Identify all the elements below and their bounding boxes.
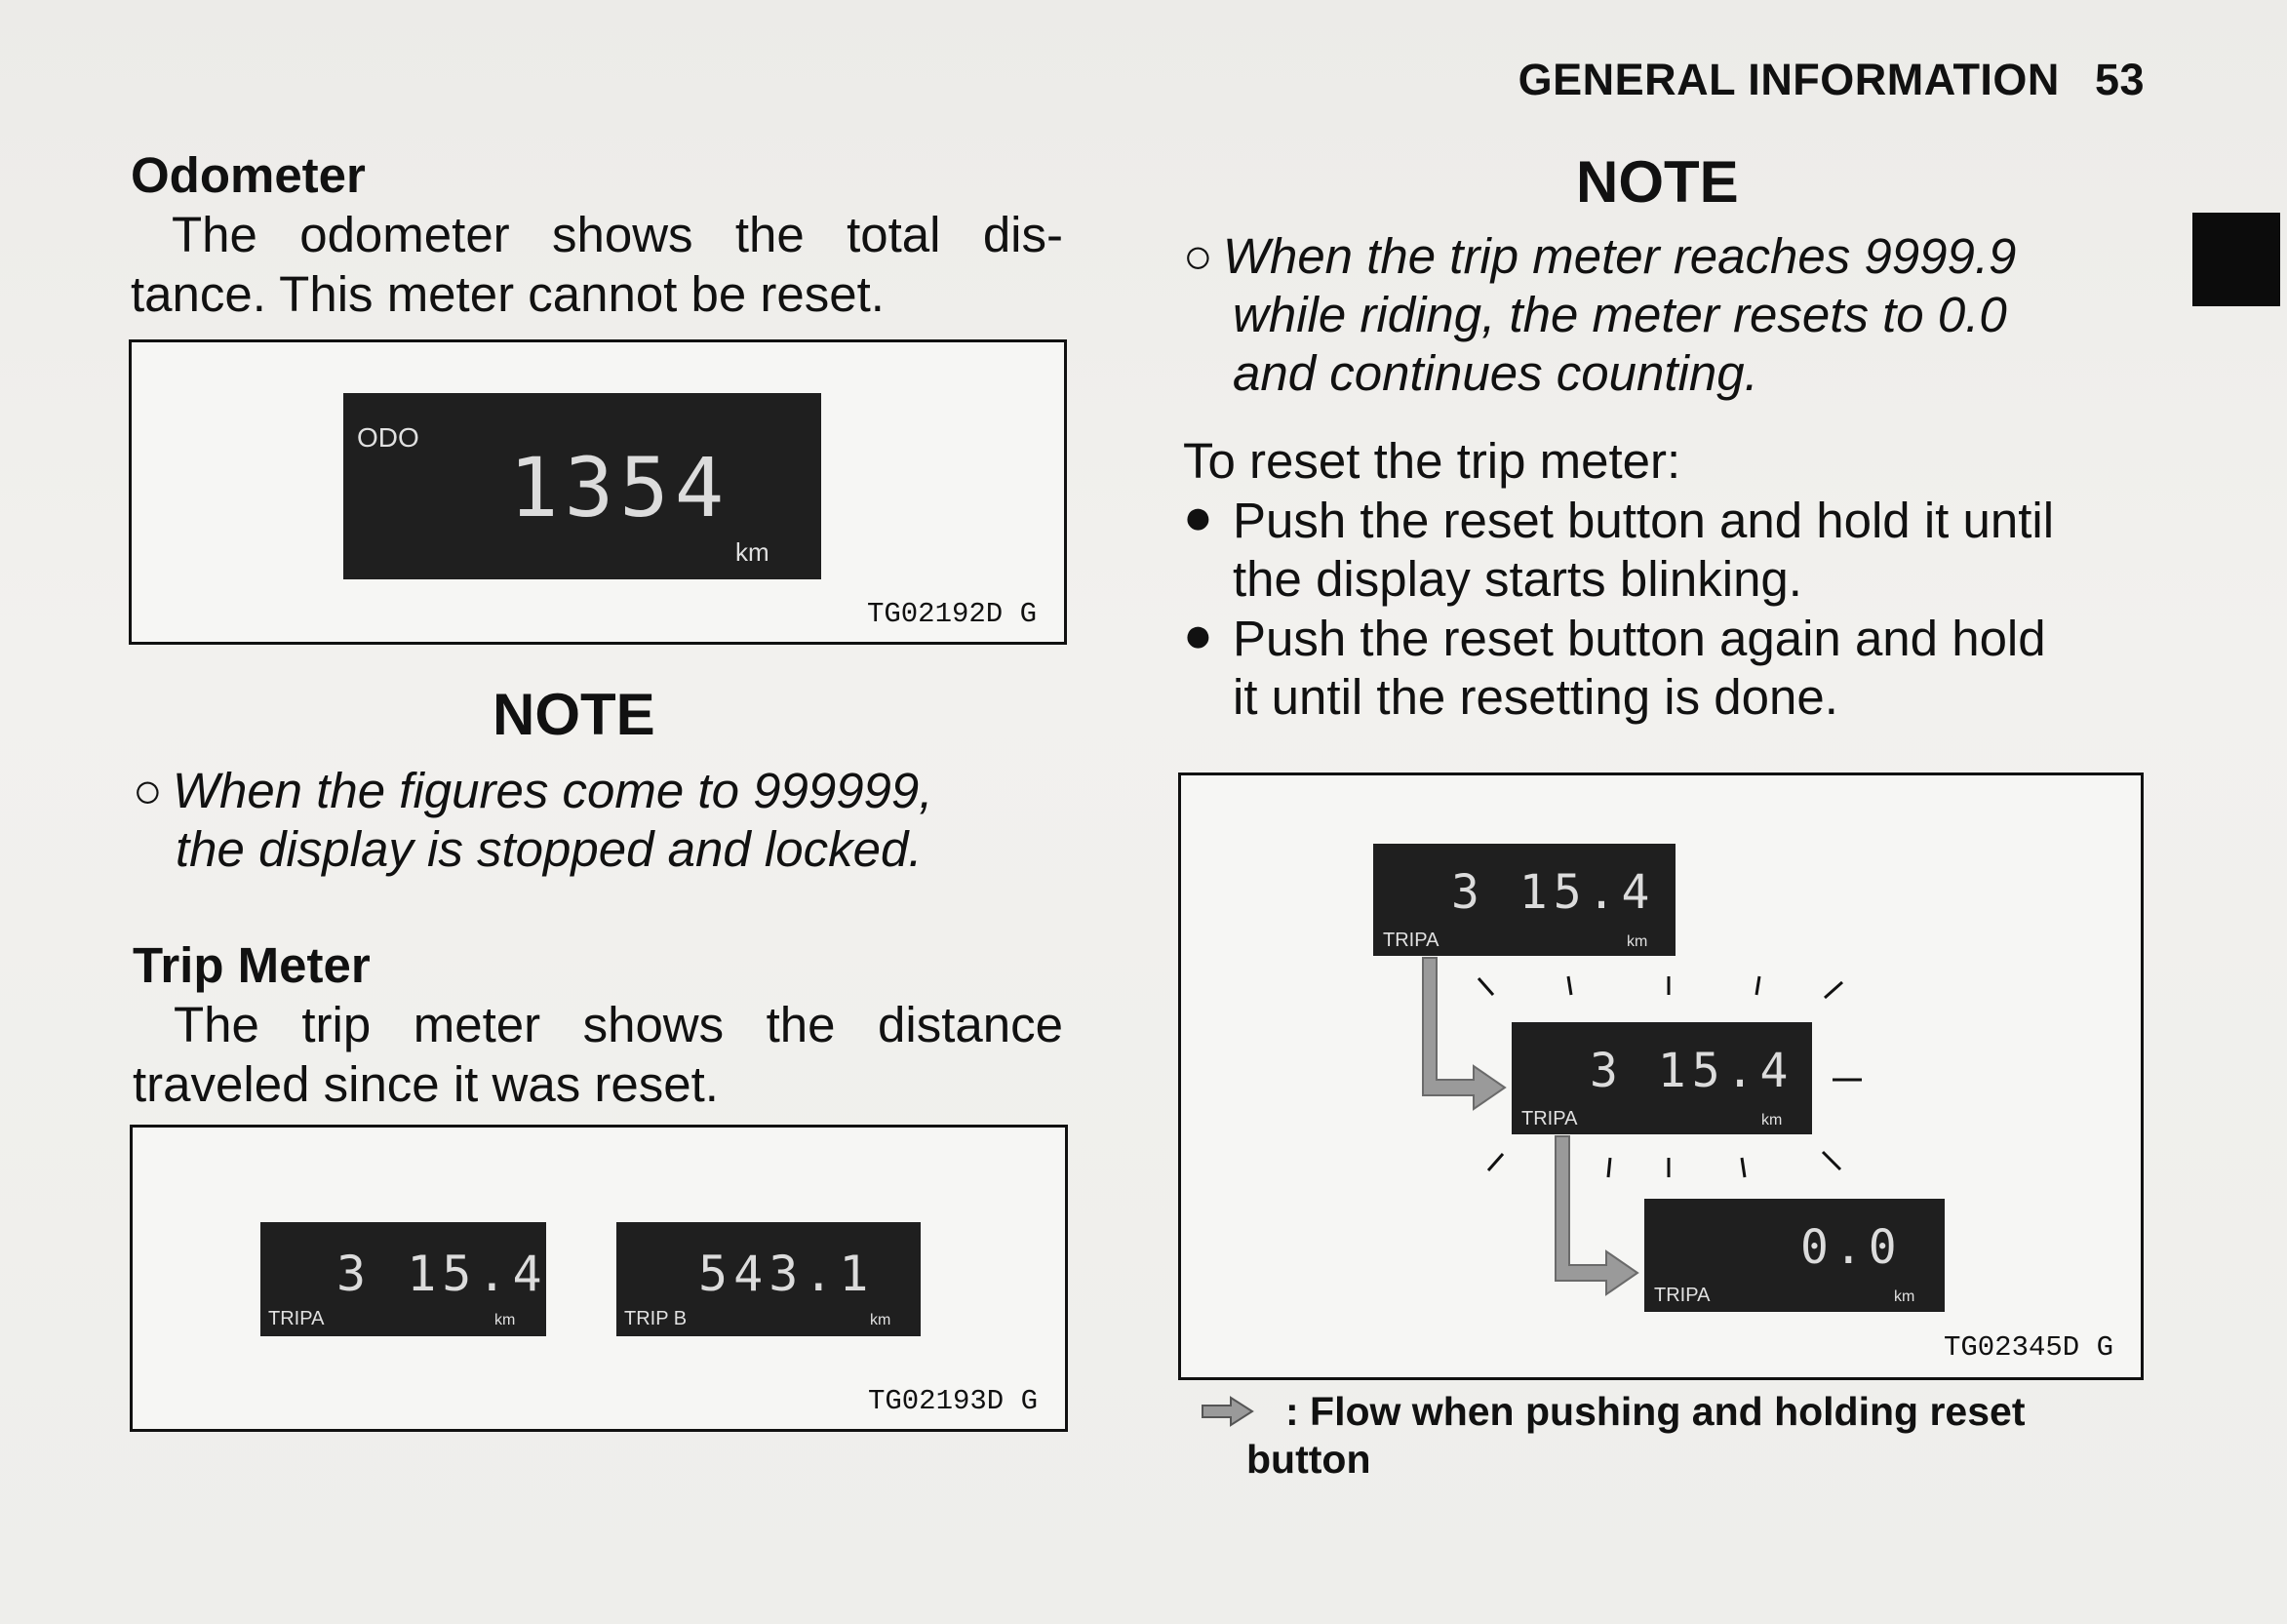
flow-display-1-unit: km [1627,933,1648,950]
trip-b-display [616,1222,921,1336]
gray-arrow-icon [1200,1395,1256,1428]
reset-bullet1-line2: the display starts blinking. [1233,551,1802,607]
flow-display-2-label: TRIPA [1521,1108,1578,1129]
figure-code: TG02193D G [867,1385,1038,1417]
note-left-line1: ○ When the figures come to 999999, [133,763,933,818]
note-left-line2: the display is stopped and locked. [176,821,923,877]
note-right-line1: ○ When the trip meter reaches 9999.9 [1183,228,2017,284]
note-right-line3: and continues counting. [1233,345,1758,401]
flow-display-1-digits: 3 15.4 [1451,865,1656,920]
trip-a-digits: 3 15.4 [336,1246,548,1302]
flow-arrows [1181,775,2141,1377]
section-title: GENERAL INFORMATION [1518,55,2060,104]
note-title-left: NOTE [493,682,655,747]
flow-display-2-unit: km [1761,1112,1783,1129]
legend-text-line2: button [1246,1437,1371,1482]
odometer-display-digits: 1354 [509,440,730,535]
odometer-heading: Odometer [131,147,366,203]
figure-code: TG02192D G [866,598,1037,630]
trip-meter-body-line2: traveled since it was reset. [133,1056,719,1112]
trip-meter-heading: Trip Meter [133,937,371,993]
odometer-body-line2: tance. This meter cannot be reset. [131,266,885,322]
flow-display-1-label: TRIPA [1383,930,1439,951]
reset-bullet2-line2: it until the resetting is done. [1233,669,1838,725]
trip-meter-body-line1: The trip meter shows the distance [174,997,1063,1052]
odometer-display [343,393,821,579]
reset-flow-figure [1178,772,2144,1380]
odometer-figure [129,339,1067,645]
flow-display-2-digits: 3 15.4 [1590,1044,1794,1098]
odometer-display-label: ODO [357,422,419,453]
reset-bullet1-line1: Push the reset button and hold it until [1233,493,2055,548]
odometer-display-unit: km [735,537,769,567]
trip-b-label: TRIP B [624,1308,688,1329]
odometer-body-line1: The odometer shows the total dis- [172,207,1063,262]
trip-a-display [260,1222,546,1336]
note-right-line2: while riding, the meter resets to 0.0 [1233,287,2007,342]
blink-rays-icon [1479,976,1862,1177]
trip-a-label: TRIPA [268,1308,325,1329]
legend-text-line1: : Flow when pushing and holding reset [1285,1389,2026,1434]
bullet-dot-icon: ● [1183,607,1213,662]
flow-display-3-label: TRIPA [1654,1285,1711,1306]
trip-b-unit: km [870,1312,891,1328]
trip-a-unit: km [494,1312,516,1328]
bullet-dot-icon: ● [1183,489,1213,544]
trip-meter-figure [130,1125,1068,1432]
flow-display-3-unit: km [1894,1288,1915,1305]
reset-bullet2-line1: Push the reset button again and hold [1233,611,2046,666]
flow-display-3-digits: 0.0 [1800,1220,1903,1275]
hollow-bullet-icon: ○ [133,763,163,818]
flow-arrow-icon [1556,1136,1637,1294]
section-edge-tab [2192,213,2280,306]
note-title-right: NOTE [1576,149,1739,215]
page-header [1518,55,2145,105]
flow-arrow-icon [1423,958,1505,1109]
reset-intro: To reset the trip meter: [1183,433,1681,489]
figure-code: TG02345D G [1943,1331,2113,1364]
page-number: 53 [2094,55,2145,104]
trip-b-digits: 543.1 [698,1246,875,1302]
hollow-bullet-icon: ○ [1183,228,1213,284]
